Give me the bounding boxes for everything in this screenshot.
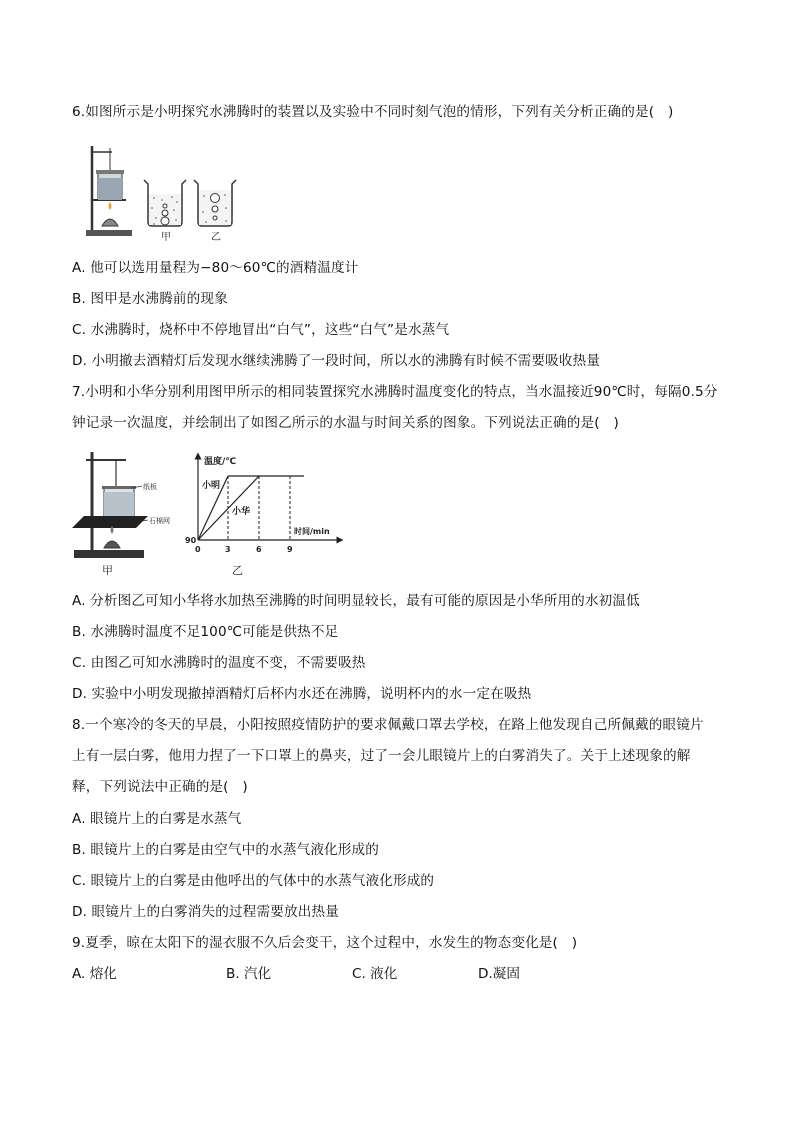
x-tick-9: 9 xyxy=(287,545,293,554)
q6-fig-label-right: 乙 xyxy=(211,232,221,243)
q9-option-b: B. 汽化 xyxy=(226,966,272,982)
series-xiaohua-label: 小华 xyxy=(232,507,251,517)
stand-base xyxy=(86,230,132,236)
q7-option-d: D. 实验中小明发现撤掉酒精灯后杯内水还在沸腾，说明杯内的水一定在吸热 xyxy=(72,686,532,702)
q7-temperature-graph xyxy=(184,450,348,578)
q7-stem-line1: 7.小明和小华分别利用图甲所示的相同装置探究水沸腾时温度变化的特点，当水温接近90℃时，每隔0.5分 xyxy=(72,384,718,400)
q6-figure xyxy=(82,138,252,244)
q8-stem-line2: 上有一层白雾，他用力捏了一下口罩上的鼻夹，过了一会儿眼镜片上的白雾消失了。关于上述现象的解 xyxy=(72,748,691,764)
q6-fig-label-left: 甲 xyxy=(161,232,171,243)
series-xiaoming-label: 小明 xyxy=(202,481,221,491)
q7-option-c: C. 由图乙可知水沸腾时的温度不变，不需要吸热 xyxy=(72,655,366,671)
q9-option-d: D.凝固 xyxy=(478,966,520,982)
q7-stem-line2: 钟记录一次温度，并绘制出了如图乙所示的水温与时间关系的图象。下列说法正确的是( ) xyxy=(72,415,619,431)
x-tick-3: 3 xyxy=(225,545,231,554)
q7-graph-caption: 乙 xyxy=(232,564,243,577)
q7-apparatus-caption: 甲 xyxy=(102,564,113,577)
q8-stem-line1: 8.一个寒冷的冬天的早晨，小阳按照疫情防护的要求佩戴口罩去学校，在路上他发现自己所佩戴的眼镜片 xyxy=(72,717,704,733)
alcohol-lamp xyxy=(102,219,118,226)
q6-option-c: C. 水沸腾时，烧杯中不停地冒出“白气”，这些“白气”是水蒸气 xyxy=(72,322,450,338)
board xyxy=(102,486,136,489)
x-tick-6: 6 xyxy=(256,545,262,554)
q8-option-c: C. 眼镜片上的白雾是由他呼出的气体中的水蒸气液化形成的 xyxy=(72,873,435,889)
q7-apparatus-figure xyxy=(72,446,182,578)
label-board: 纸板 xyxy=(143,483,157,491)
q9-stem: 9.夏季，晾在太阳下的湿衣服不久后会变干，这个过程中，水发生的物态变化是( ) xyxy=(72,935,578,951)
label-mesh: 石棉网 xyxy=(149,517,170,525)
q8-stem-line3: 释，下列说法中正确的是( ) xyxy=(72,779,248,795)
q6-stem: 6.如图所示是小明探究水沸腾时的装置以及实验中不同时刻气泡的情形，下列有关分析正确的是( ) xyxy=(72,104,674,120)
x-axis-label: 时间/min xyxy=(294,527,330,536)
q6-option-a: A. 他可以选用量程为−80～60℃的酒精温度计 xyxy=(72,260,359,276)
x-tick-0: 0 xyxy=(195,545,201,554)
alcohol-lamp xyxy=(104,541,120,548)
q9-option-c: C. 液化 xyxy=(352,966,398,982)
y-tick-90: 90 xyxy=(185,536,197,545)
q8-option-b: B. 眼镜片上的白雾是由空气中的水蒸气液化形成的 xyxy=(72,842,380,858)
asbestos-mesh xyxy=(72,516,148,528)
q8-option-d: D. 眼镜片上的白雾消失的过程需要放出热量 xyxy=(72,904,339,920)
q6-option-b: B. 图甲是水沸腾前的现象 xyxy=(72,291,228,307)
q7-option-a: A. 分析图乙可知小华将水加热至沸腾的时间明显较长，最有可能的原因是小华所用的水初温低 xyxy=(72,593,640,609)
q7-option-b: B. 水沸腾时温度不足100℃可能是供热不足 xyxy=(72,624,339,640)
q9-option-a: A. 熔化 xyxy=(72,966,117,982)
q8-option-a: A. 眼镜片上的白雾是水蒸气 xyxy=(72,811,242,827)
y-axis-label: 温度/℃ xyxy=(204,457,237,467)
q6-option-d: D. 小明撤去酒精灯后发现水继续沸腾了一段时间，所以水的沸腾有时候不需要吸收热量 xyxy=(72,353,601,369)
stand-base xyxy=(74,550,144,558)
